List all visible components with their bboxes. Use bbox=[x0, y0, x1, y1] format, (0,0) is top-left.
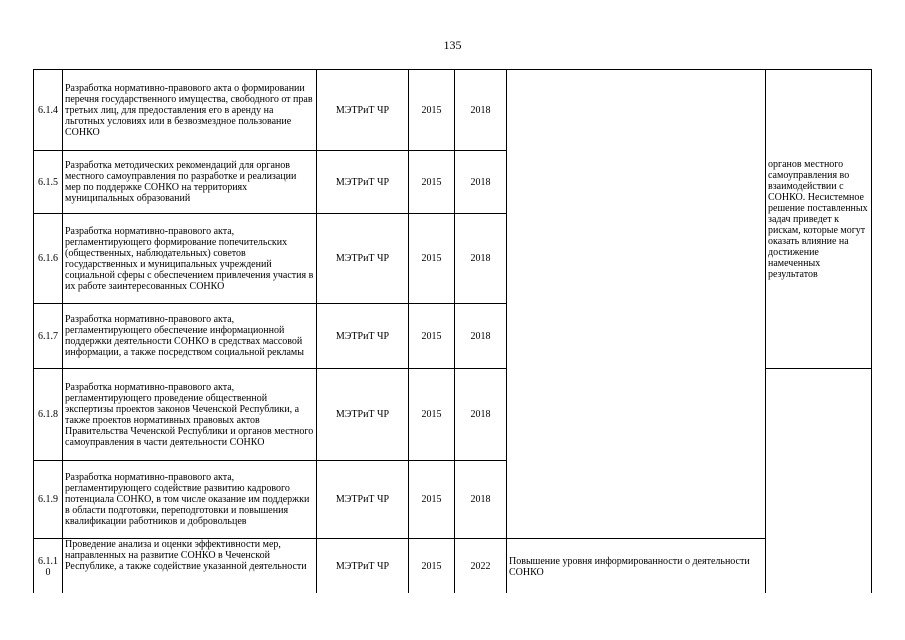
start-year-cell: 2015 bbox=[409, 369, 455, 461]
start-year-cell: 2015 bbox=[409, 214, 455, 304]
executor-cell: МЭТРиТ ЧР bbox=[317, 539, 409, 595]
activity-description: Проведение анализа и оценки эффективности мер, направленных на развитие СОНКО в Чеченской Республике, а также содействие указанной деятельности bbox=[63, 539, 317, 595]
start-year-cell: 2015 bbox=[409, 304, 455, 369]
end-year-cell: 2018 bbox=[455, 214, 507, 304]
row-number: 6.1.1 0 bbox=[34, 539, 63, 595]
end-year-cell: 2018 bbox=[455, 70, 507, 151]
page-number: 135 bbox=[443, 38, 462, 52]
result-cell-empty bbox=[507, 70, 766, 539]
executor-cell: МЭТРиТ ЧР bbox=[317, 461, 409, 539]
end-year-cell: 2018 bbox=[455, 369, 507, 461]
activity-description: Разработка нормативно-правового акта, регламентирующего содействие развитию кадрового потенциала СОНКО, в том числе оказание им поддержки в области подготовки, переподготовки и повышения квалификации работников и добровольцев bbox=[63, 461, 317, 539]
expected-result-cell: Повышение уровня информированности о деятельности СОНКО bbox=[507, 539, 766, 595]
table-row bbox=[34, 70, 872, 151]
executor-cell: МЭТРиТ ЧР bbox=[317, 151, 409, 214]
activity-description: Разработка методических рекомендаций для органов местного самоуправления по разработке и реализации мер по поддержке СОНКО на территориях муниципальных образований bbox=[63, 151, 317, 214]
risk-cell-empty bbox=[766, 369, 872, 595]
activity-description: Разработка нормативно-правового акта, регламентирующего формирование попечительских (общественных, наблюдательных) советов государственных и муниципальных учреждений социальной сферы с обеспечением привлечения участия в их работе заинтересованных СОНКО bbox=[63, 214, 317, 304]
executor-cell: МЭТРиТ ЧР bbox=[317, 304, 409, 369]
start-year-cell: 2015 bbox=[409, 461, 455, 539]
activity-description: Разработка нормативно-правового акта, регламентирующего проведение общественной экспертизы проектов законов Чеченской Республики, а также проектов нормативных правовых актов Правительства Чеченской Республики и органов местного самоуправления в части деятельности СОНКО bbox=[63, 369, 317, 461]
end-year-cell: 2018 bbox=[455, 151, 507, 214]
executor-cell: МЭТРиТ ЧР bbox=[317, 70, 409, 151]
table-row bbox=[34, 539, 872, 595]
end-year-cell: 2018 bbox=[455, 461, 507, 539]
start-year-cell: 2015 bbox=[409, 539, 455, 595]
executor-cell: МЭТРиТ ЧР bbox=[317, 369, 409, 461]
row-number: 6.1.9 bbox=[34, 461, 63, 539]
activity-description: Разработка нормативно-правового акта, регламентирующего обеспечение информационной поддержки деятельности СОНКО в средствах массовой информации, а также посредством социальной рекламы bbox=[63, 304, 317, 369]
row-number: 6.1.7 bbox=[34, 304, 63, 369]
executor-cell: МЭТРиТ ЧР bbox=[317, 214, 409, 304]
row-number: 6.1.8 bbox=[34, 369, 63, 461]
risk-description: органов местного самоуправления во взаимодействии с СОНКО. Несистемное решение поставленных задач приведет к рискам, которые могут оказать влияние на достижение намеченных результатов bbox=[766, 70, 872, 369]
row-number: 6.1.5 bbox=[34, 151, 63, 214]
start-year-cell: 2015 bbox=[409, 151, 455, 214]
activity-table bbox=[33, 69, 872, 595]
end-year-cell: 2022 bbox=[455, 539, 507, 595]
end-year-cell: 2018 bbox=[455, 304, 507, 369]
row-number: 6.1.4 bbox=[34, 70, 63, 151]
row-number: 6.1.6 bbox=[34, 214, 63, 304]
page-crop-edge bbox=[0, 593, 905, 640]
activity-description: Разработка нормативно-правового акта о формировании перечня государственного имущества, свободного от прав третьих лиц, для предоставления его в аренду на льготных условиях или в безвозмездное пользование СОНКО bbox=[63, 70, 317, 151]
start-year-cell: 2015 bbox=[409, 70, 455, 151]
